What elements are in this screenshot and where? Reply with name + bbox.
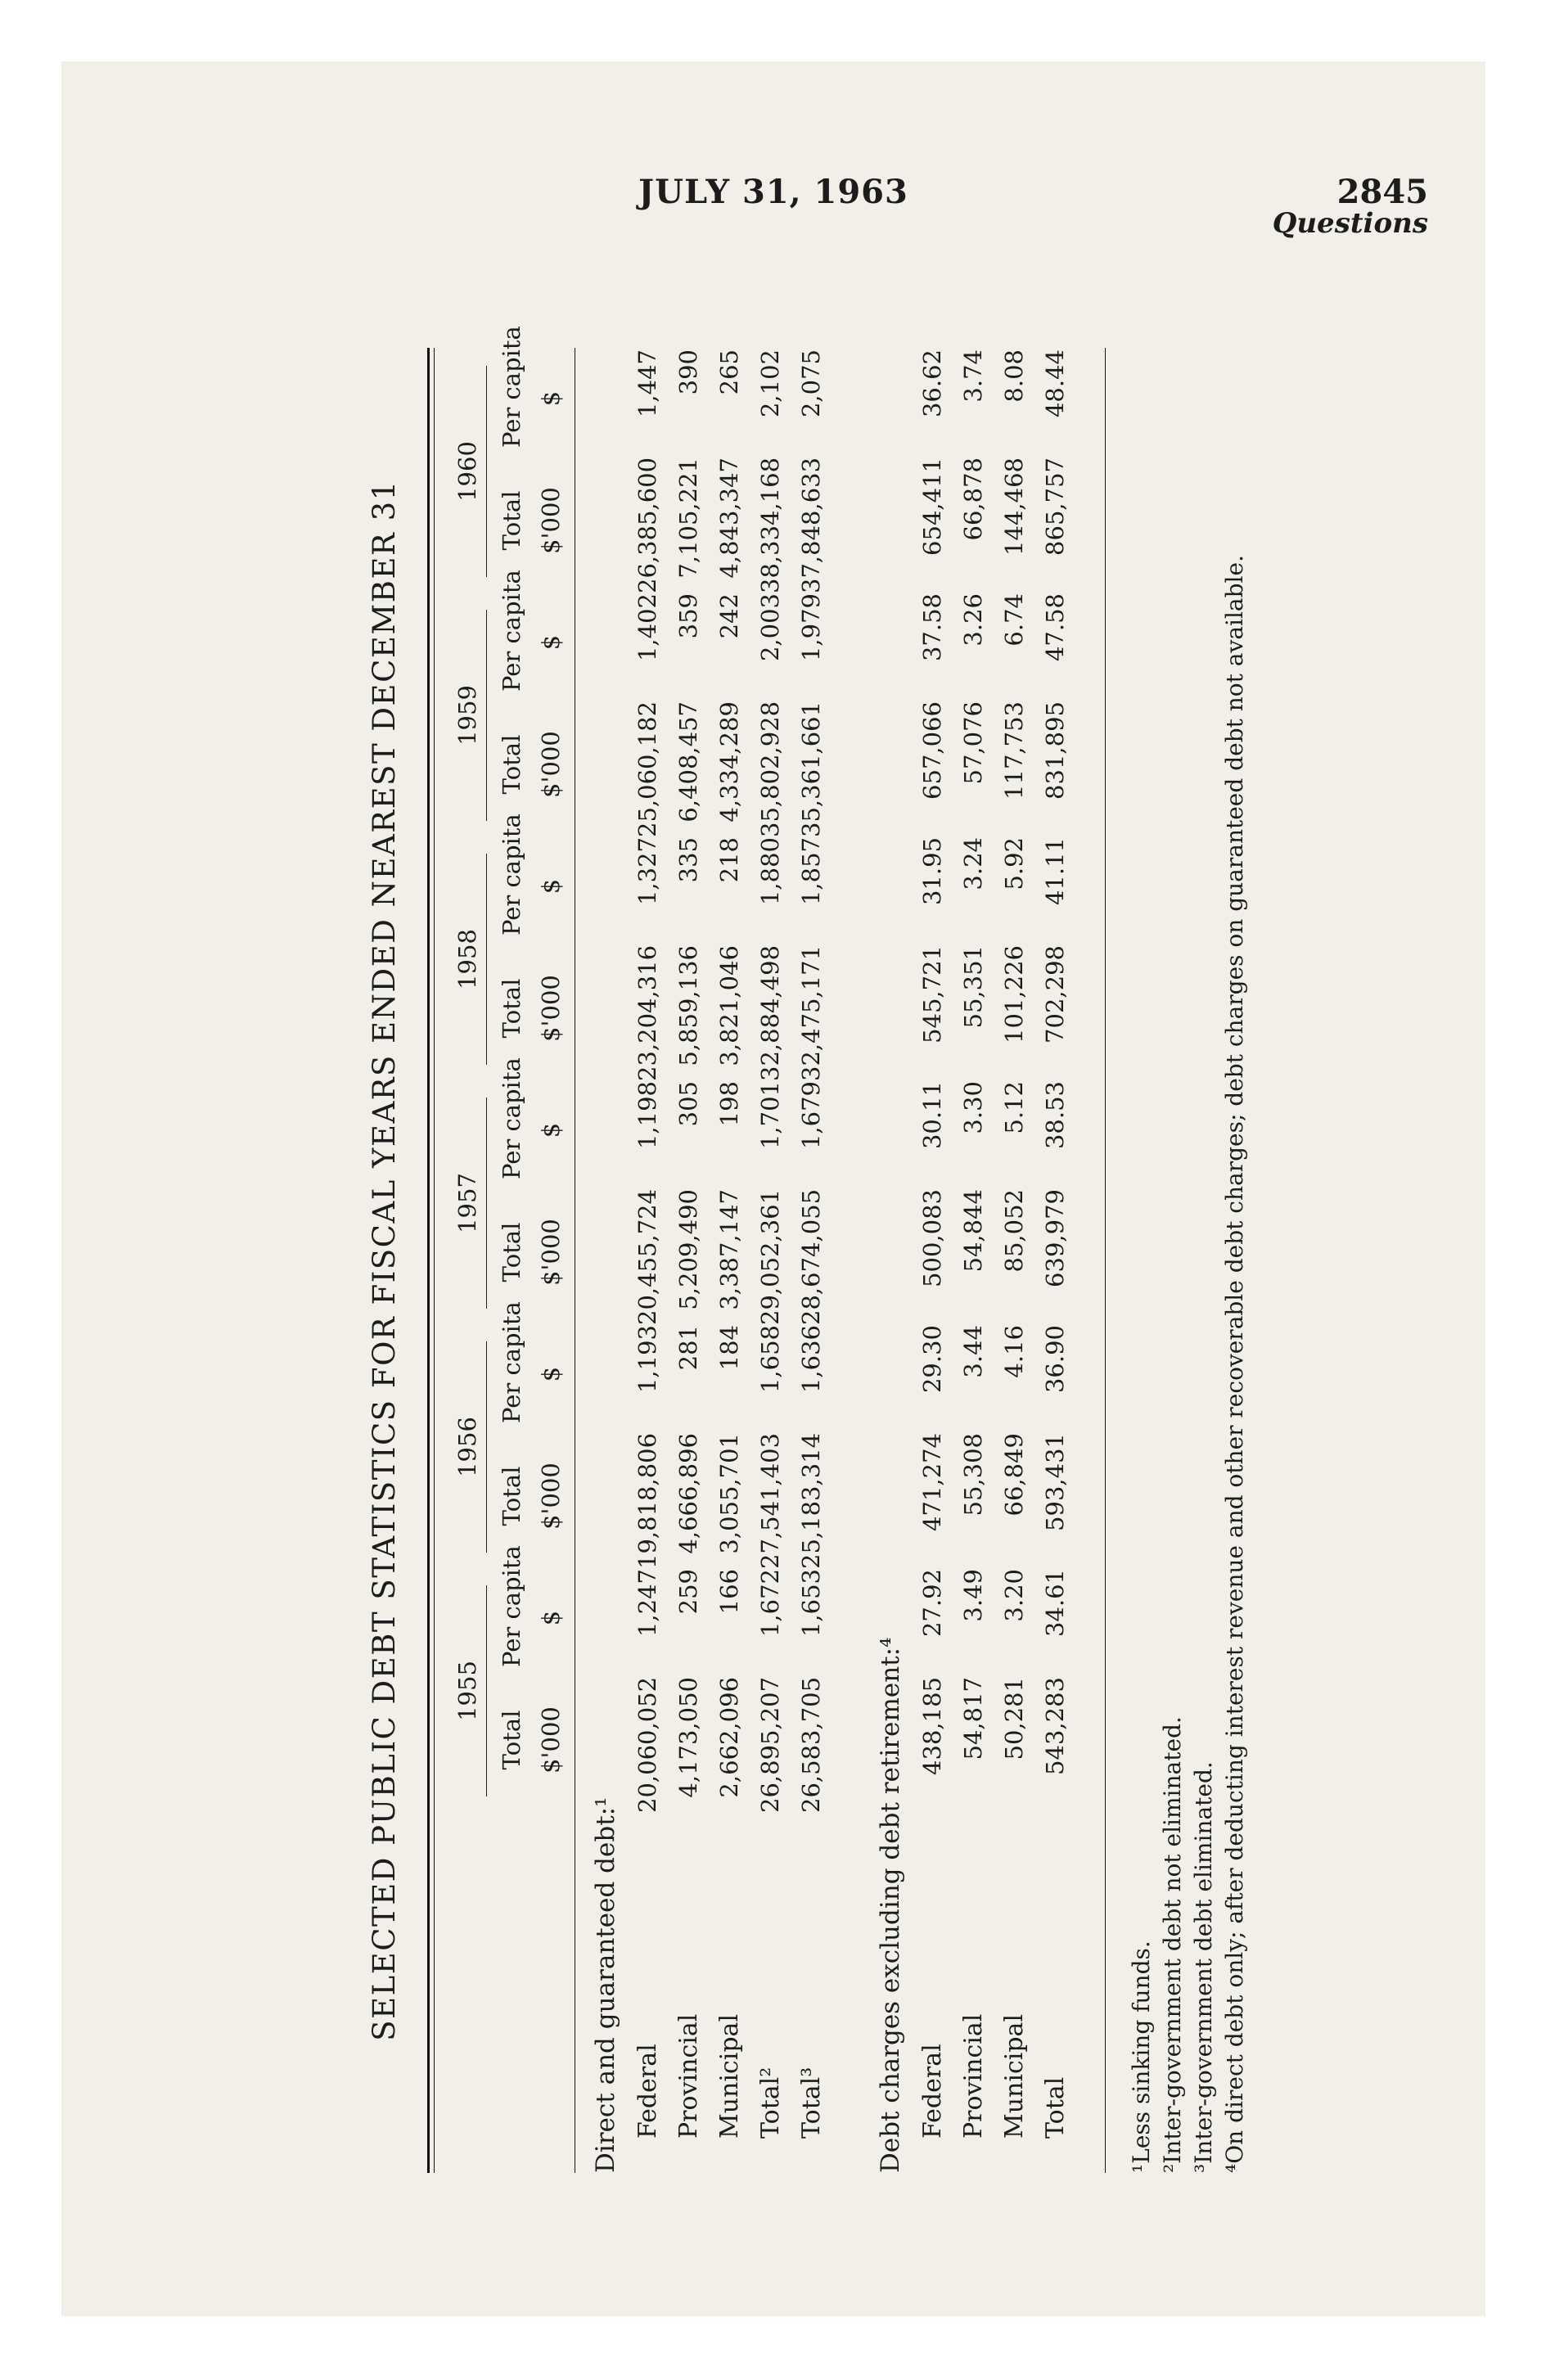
total-cell: 5,859,136: [674, 945, 702, 1066]
per-capita-cell: 242: [715, 593, 743, 639]
per-capita-cell: 8.08: [1000, 349, 1028, 403]
table-row: [674, 348, 712, 2173]
total-cell: 543,283: [1041, 1677, 1069, 1775]
total-cell: 29,052,361: [756, 1188, 784, 1325]
per-capita-cell: 1,198: [633, 1081, 661, 1150]
total-cell: 55,308: [959, 1433, 987, 1517]
per-capita-cell: 1,979: [797, 593, 825, 662]
total-cell: 4,334,289: [715, 701, 743, 823]
per-capita-cell: 5.12: [1000, 1081, 1028, 1134]
footnote: ²Inter-government debt not eliminated.: [1159, 1716, 1186, 2173]
year-header: 1959: [453, 610, 487, 821]
total-cell: 6,408,457: [674, 701, 702, 823]
page-date: JULY 31, 1963: [638, 173, 908, 211]
per-capita-cell: 1,447: [633, 349, 661, 418]
total-cell: 27,541,403: [756, 1432, 784, 1569]
total-cell: 57,076: [959, 701, 987, 785]
total-cell: 55,351: [959, 945, 987, 1029]
total-cell: 28,674,055: [797, 1188, 825, 1325]
total-cell: 38,334,168: [756, 457, 784, 593]
per-capita-cell: 2,102: [756, 349, 784, 418]
per-capita-cell: 1,636: [797, 1325, 825, 1394]
footnote: ⁴On direct debt only; after deducting interest revenue and other recoverable debt charges; debt charges on guaranteed debt not available.: [1221, 555, 1248, 2173]
per-capita-unit-label: $: [537, 390, 565, 407]
total-unit-label: $'000: [537, 1219, 565, 1286]
per-capita-cell: 38.53: [1041, 1081, 1069, 1150]
total-unit-label: $'000: [537, 487, 565, 554]
total-cell: 37,848,633: [797, 457, 825, 593]
total-cell: 7,105,221: [674, 458, 702, 579]
table-bottom-rule: [1105, 348, 1106, 2173]
per-capita-cell: 1,658: [756, 1325, 784, 1394]
per-capita-cell: 3.24: [959, 837, 987, 890]
total-cell: 3,055,701: [715, 1433, 743, 1554]
year-header: 1956: [453, 1341, 487, 1553]
per-capita-cell: 2,075: [797, 349, 825, 418]
total-cell: 117,753: [1000, 701, 1028, 800]
year-header: 1960: [453, 366, 487, 577]
total-cell: 5,209,490: [674, 1189, 702, 1310]
total-cell: 19,818,806: [633, 1432, 661, 1569]
document-page: [61, 61, 1485, 2316]
total-cell: 144,468: [1000, 458, 1028, 556]
total-cell: 654,411: [918, 458, 946, 556]
group-heading: Debt charges excluding debt retirement:⁴: [876, 1637, 905, 2173]
per-capita-cell: 6.74: [1000, 593, 1028, 647]
table-top-rule: [427, 348, 430, 2173]
section-label: Questions: [1272, 207, 1428, 240]
total-cell: 54,817: [959, 1677, 987, 1760]
per-capita-cell: 3.30: [959, 1081, 987, 1134]
total-cell: 54,844: [959, 1189, 987, 1273]
per-capita-cell: 390: [674, 349, 702, 395]
per-capita-cell: 29.30: [918, 1325, 946, 1394]
total-cell: 26,895,207: [756, 1676, 784, 1813]
total-cell: 26,385,600: [633, 457, 661, 593]
per-capita-column-header: Per capita: [498, 1057, 525, 1179]
per-capita-cell: 41.11: [1041, 837, 1069, 906]
total-cell: 25,183,314: [797, 1432, 825, 1569]
row-label: Total²: [756, 2067, 785, 2139]
per-capita-unit-label: $: [537, 878, 565, 895]
per-capita-cell: 3.44: [959, 1325, 987, 1378]
total-cell: 66,878: [959, 458, 987, 541]
per-capita-cell: 3.74: [959, 349, 987, 403]
per-capita-cell: 359: [674, 593, 702, 639]
per-capita-cell: 27.92: [918, 1569, 946, 1638]
footnote: ³Inter-government debt eliminated.: [1190, 1761, 1217, 2173]
total-cell: 32,475,171: [797, 944, 825, 1081]
table-row: [633, 348, 671, 2173]
total-cell: 2,662,096: [715, 1677, 743, 1798]
total-cell: 438,185: [918, 1677, 946, 1775]
per-capita-cell: 31.95: [918, 837, 946, 906]
per-capita-cell: 218: [715, 837, 743, 883]
total-cell: 20,455,724: [633, 1188, 661, 1325]
per-capita-unit-label: $: [537, 634, 565, 651]
per-capita-unit-label: $: [537, 1366, 565, 1382]
per-capita-cell: 1,857: [797, 837, 825, 906]
per-capita-cell: 1,672: [756, 1569, 784, 1638]
per-capita-cell: 198: [715, 1081, 743, 1127]
per-capita-cell: 184: [715, 1325, 743, 1371]
per-capita-unit-label: $: [537, 1610, 565, 1626]
year-header: 1957: [453, 1098, 487, 1309]
row-label: Municipal: [1000, 2013, 1029, 2139]
total-cell: 4,173,050: [674, 1677, 702, 1798]
per-capita-column-header: Per capita: [498, 570, 525, 692]
total-cell: 831,895: [1041, 701, 1069, 800]
row-label: Municipal: [715, 2013, 744, 2139]
total-unit-label: $'000: [537, 975, 565, 1042]
total-cell: 23,204,316: [633, 944, 661, 1081]
total-cell: 593,431: [1041, 1433, 1069, 1531]
total-cell: 85,052: [1000, 1189, 1028, 1273]
total-cell: 25,060,182: [633, 701, 661, 837]
total-column-header: Total: [498, 490, 525, 551]
row-label: Total³: [797, 2067, 826, 2139]
table-row: [959, 348, 997, 2173]
per-capita-cell: 3.49: [959, 1569, 987, 1622]
table-row: [1041, 348, 1079, 2173]
per-capita-column-header: Per capita: [498, 1301, 525, 1423]
row-label: Provincial: [959, 2013, 988, 2139]
table-title: SELECTED PUBLIC DEBT STATISTICS FOR FISCAL YEARS ENDED NEAREST DECEMBER 31: [367, 480, 402, 2041]
year-header: 1955: [453, 1585, 487, 1796]
per-capita-cell: 48.44: [1041, 349, 1069, 418]
total-cell: 20,060,052: [633, 1676, 661, 1813]
per-capita-cell: 1,402: [633, 593, 661, 662]
per-capita-cell: 36.62: [918, 349, 946, 418]
group-heading: Direct and guaranteed debt:¹: [591, 1796, 620, 2173]
total-column-header: Total: [498, 1710, 525, 1770]
total-column-header: Total: [498, 1466, 525, 1526]
table-row: [797, 348, 835, 2173]
debt-statistics-table: [352, 326, 1416, 2173]
per-capita-column-header: Per capita: [498, 326, 525, 448]
row-label: Provincial: [674, 2013, 703, 2139]
table-row: [1000, 348, 1038, 2173]
total-cell: 639,979: [1041, 1189, 1069, 1287]
total-cell: 545,721: [918, 945, 946, 1044]
total-cell: 500,083: [918, 1189, 946, 1287]
total-cell: 471,274: [918, 1433, 946, 1531]
total-cell: 4,843,347: [715, 458, 743, 579]
per-capita-cell: 36.90: [1041, 1325, 1069, 1394]
total-cell: 865,757: [1041, 458, 1069, 556]
total-column-header: Total: [498, 734, 525, 795]
total-cell: 50,281: [1000, 1677, 1028, 1760]
total-cell: 32,884,498: [756, 944, 784, 1081]
per-capita-cell: 37.58: [918, 593, 946, 662]
total-cell: 35,802,928: [756, 701, 784, 837]
per-capita-column-header: Per capita: [498, 814, 525, 935]
total-cell: 101,226: [1000, 945, 1028, 1044]
per-capita-cell: 3.20: [1000, 1569, 1028, 1622]
per-capita-cell: 259: [674, 1569, 702, 1615]
total-cell: 26,583,705: [797, 1676, 825, 1813]
total-cell: 35,361,661: [797, 701, 825, 837]
table-row: [918, 348, 956, 2173]
per-capita-cell: 305: [674, 1081, 702, 1127]
per-capita-cell: 1,880: [756, 837, 784, 906]
per-capita-cell: 47.58: [1041, 593, 1069, 662]
per-capita-cell: 166: [715, 1569, 743, 1615]
per-capita-cell: 3.26: [959, 593, 987, 647]
per-capita-cell: 335: [674, 837, 702, 883]
total-column-header: Total: [498, 978, 525, 1039]
year-header: 1958: [453, 854, 487, 1065]
row-label: Total: [1041, 2076, 1070, 2139]
per-capita-cell: 5.92: [1000, 837, 1028, 890]
total-cell: 3,387,147: [715, 1189, 743, 1310]
per-capita-cell: 4.16: [1000, 1325, 1028, 1378]
per-capita-cell: 2,003: [756, 593, 784, 662]
total-unit-label: $'000: [537, 1463, 565, 1530]
row-label: Federal: [918, 2044, 947, 2139]
per-capita-cell: 1,679: [797, 1081, 825, 1150]
row-label: Federal: [633, 2044, 662, 2139]
per-capita-cell: 1,247: [633, 1569, 661, 1638]
per-capita-unit-label: $: [537, 1122, 565, 1138]
per-capita-column-header: Per capita: [498, 1545, 525, 1667]
total-cell: 657,066: [918, 701, 946, 800]
per-capita-cell: 1,653: [797, 1569, 825, 1638]
per-capita-cell: 1,701: [756, 1081, 784, 1150]
page-number: 2845: [1336, 173, 1428, 211]
per-capita-cell: 265: [715, 349, 743, 395]
total-unit-label: $'000: [537, 731, 565, 798]
footnote: ¹Less sinking funds.: [1128, 1941, 1155, 2173]
total-unit-label: $'000: [537, 1706, 565, 1774]
per-capita-cell: 1,193: [633, 1325, 661, 1394]
total-cell: 702,298: [1041, 945, 1069, 1044]
table-row: [756, 348, 794, 2173]
total-column-header: Total: [498, 1222, 525, 1282]
table-top-rule-inner: [434, 348, 435, 2173]
per-capita-cell: 1,327: [633, 837, 661, 906]
per-capita-cell: 30.11: [918, 1081, 946, 1150]
per-capita-cell: 281: [674, 1325, 702, 1371]
table-row: [715, 348, 753, 2173]
total-cell: 66,849: [1000, 1433, 1028, 1517]
total-cell: 4,666,896: [674, 1433, 702, 1554]
per-capita-cell: 34.61: [1041, 1569, 1069, 1638]
total-cell: 3,821,046: [715, 945, 743, 1066]
